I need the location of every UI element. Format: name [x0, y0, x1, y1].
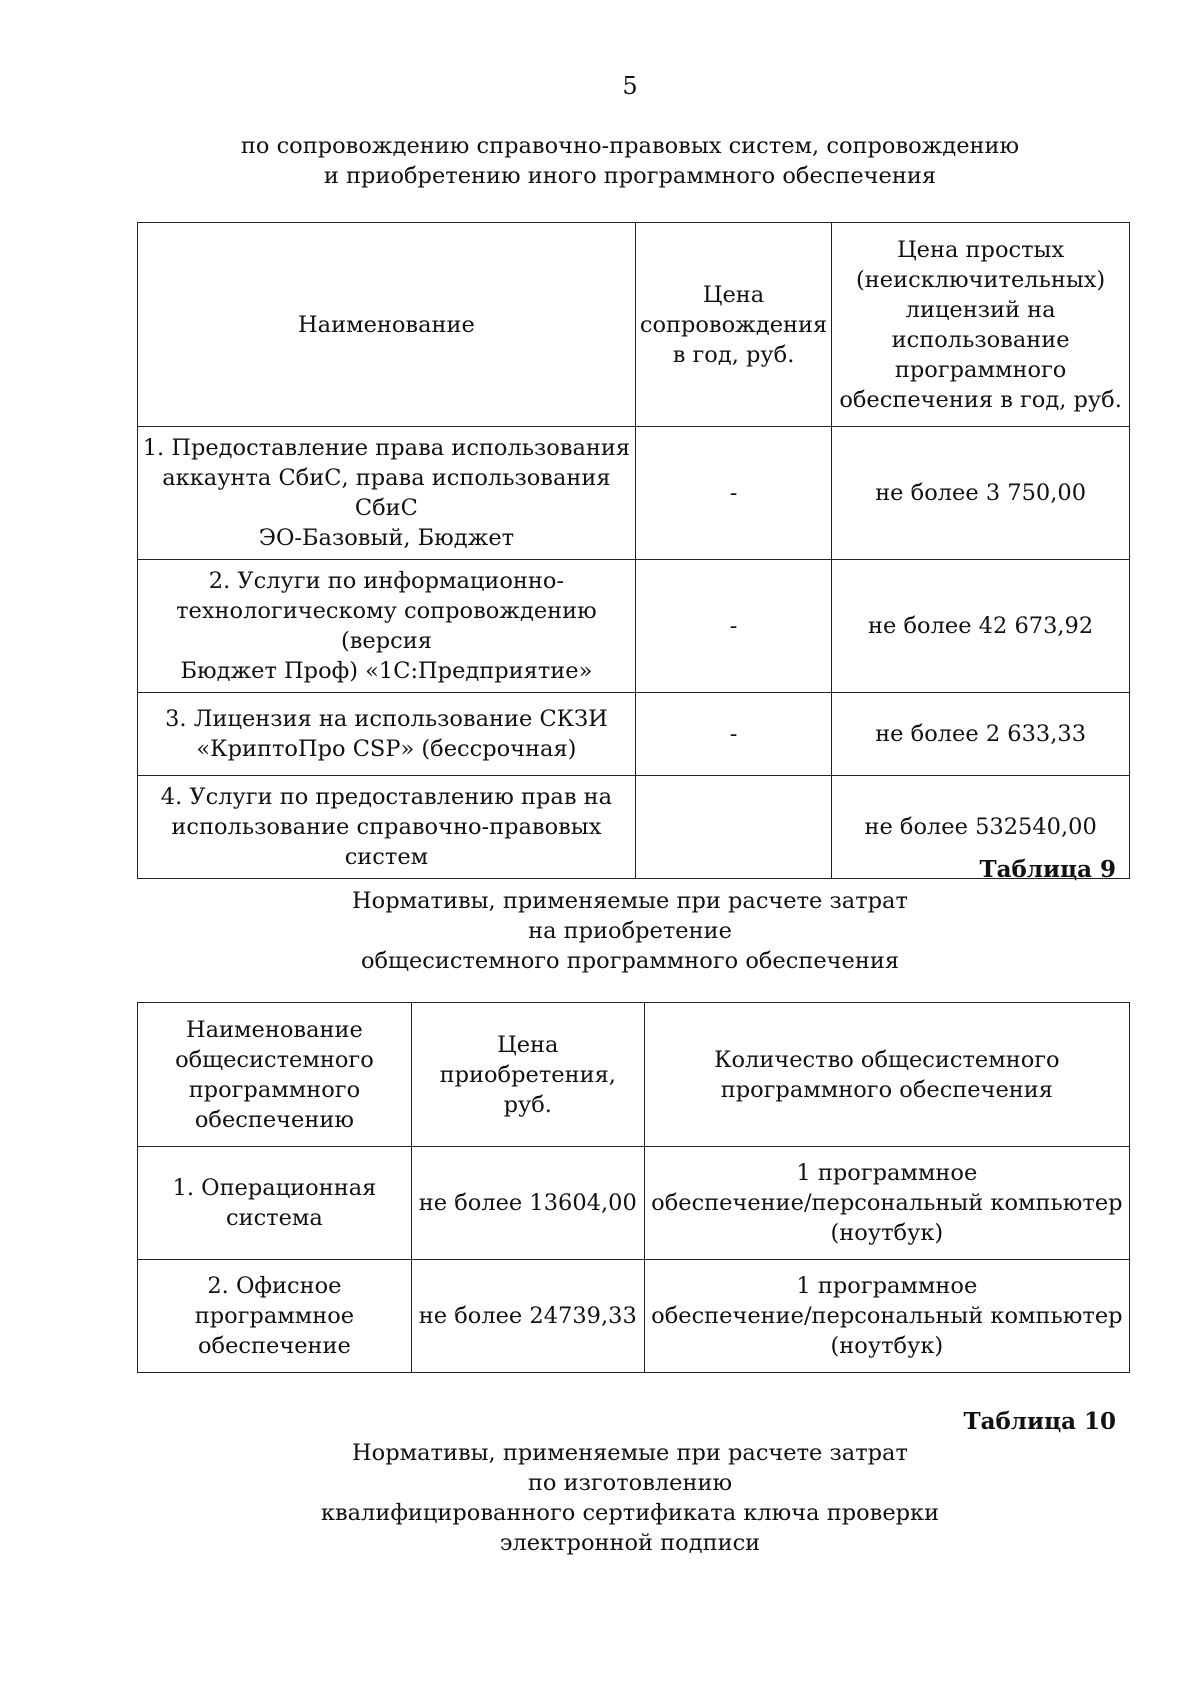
software-support-table [137, 222, 1130, 879]
table-row [138, 1147, 1130, 1260]
system-software-table [137, 1002, 1130, 1373]
row-name: 3. Лицензия на использование СКЗИ «КриптоПро CSP» (бессрочная) [138, 693, 636, 776]
row-quantity: 1 программное обеспечение/персональный компьютер (ноутбук) [644, 1147, 1129, 1260]
row-support-price: - [635, 560, 831, 693]
table-row [138, 693, 1130, 776]
row-name: 1. Предоставление права использования аккаунта СбиС, права использования СбиС ЭО-Базовый, Бюджет [138, 427, 636, 560]
row-license-price: не более 3 750,00 [832, 427, 1130, 560]
header-quantity: Количество общесистемного программного обеспечения [644, 1003, 1129, 1147]
row-license-price: не более 532540,00 [832, 776, 1130, 879]
row-support-price: - [635, 693, 831, 776]
table-row [138, 427, 1130, 560]
header-name: Наименование общесистемного программного обеспечению [138, 1003, 412, 1147]
table-row [138, 560, 1130, 693]
row-name: 2. Офисное программное обеспечение [138, 1260, 412, 1373]
header-price: Цена приобретения, руб. [411, 1003, 644, 1147]
header-support-price: Цена сопровождения в год, руб. [635, 223, 831, 427]
intro-text [0, 131, 1200, 191]
table-header-row [138, 1003, 1130, 1147]
table-header-row [138, 223, 1130, 427]
row-price: не более 24739,33 [411, 1260, 644, 1373]
row-name: 4. Услуги по предоставлению прав на использование справочно-правовых систем [138, 776, 636, 879]
header-license-price: Цена простых (неисключительных) лицензий на использование программного обеспечения в год, руб. [832, 223, 1130, 427]
row-license-price: не более 42 673,92 [832, 560, 1130, 693]
table10-caption: Таблица 10 [963, 1408, 1116, 1435]
table9-title: Нормативы, применяемые при расчете затрат на приобретение общесистемного программного обеспечения [352, 888, 908, 974]
table-row [138, 1260, 1130, 1373]
intro-line: по сопровождению справочно-правовых систем, сопровождению [240, 133, 1020, 159]
row-support-price [635, 776, 831, 879]
header-name: Наименование [138, 223, 636, 427]
row-support-price: - [635, 427, 831, 560]
row-quantity: 1 программное обеспечение/персональный компьютер (ноутбук) [644, 1260, 1129, 1373]
table10-title: Нормативы, применяемые при расчете затрат по изготовлению квалифицированного сертификата ключа проверки электронной подписи [320, 1440, 940, 1556]
intro-line: и приобретению иного программного обеспечения [323, 163, 937, 189]
table9-caption: Таблица 9 [979, 856, 1116, 883]
row-name: 1. Операционная система [138, 1147, 412, 1260]
row-name: 2. Услуги по информационно- технологическому сопровождению (версия Бюджет Проф) «1С:Предприятие» [138, 560, 636, 693]
row-price: не более 13604,00 [411, 1147, 644, 1260]
page-number: 5 [622, 72, 638, 100]
row-license-price: не более 2 633,33 [832, 693, 1130, 776]
